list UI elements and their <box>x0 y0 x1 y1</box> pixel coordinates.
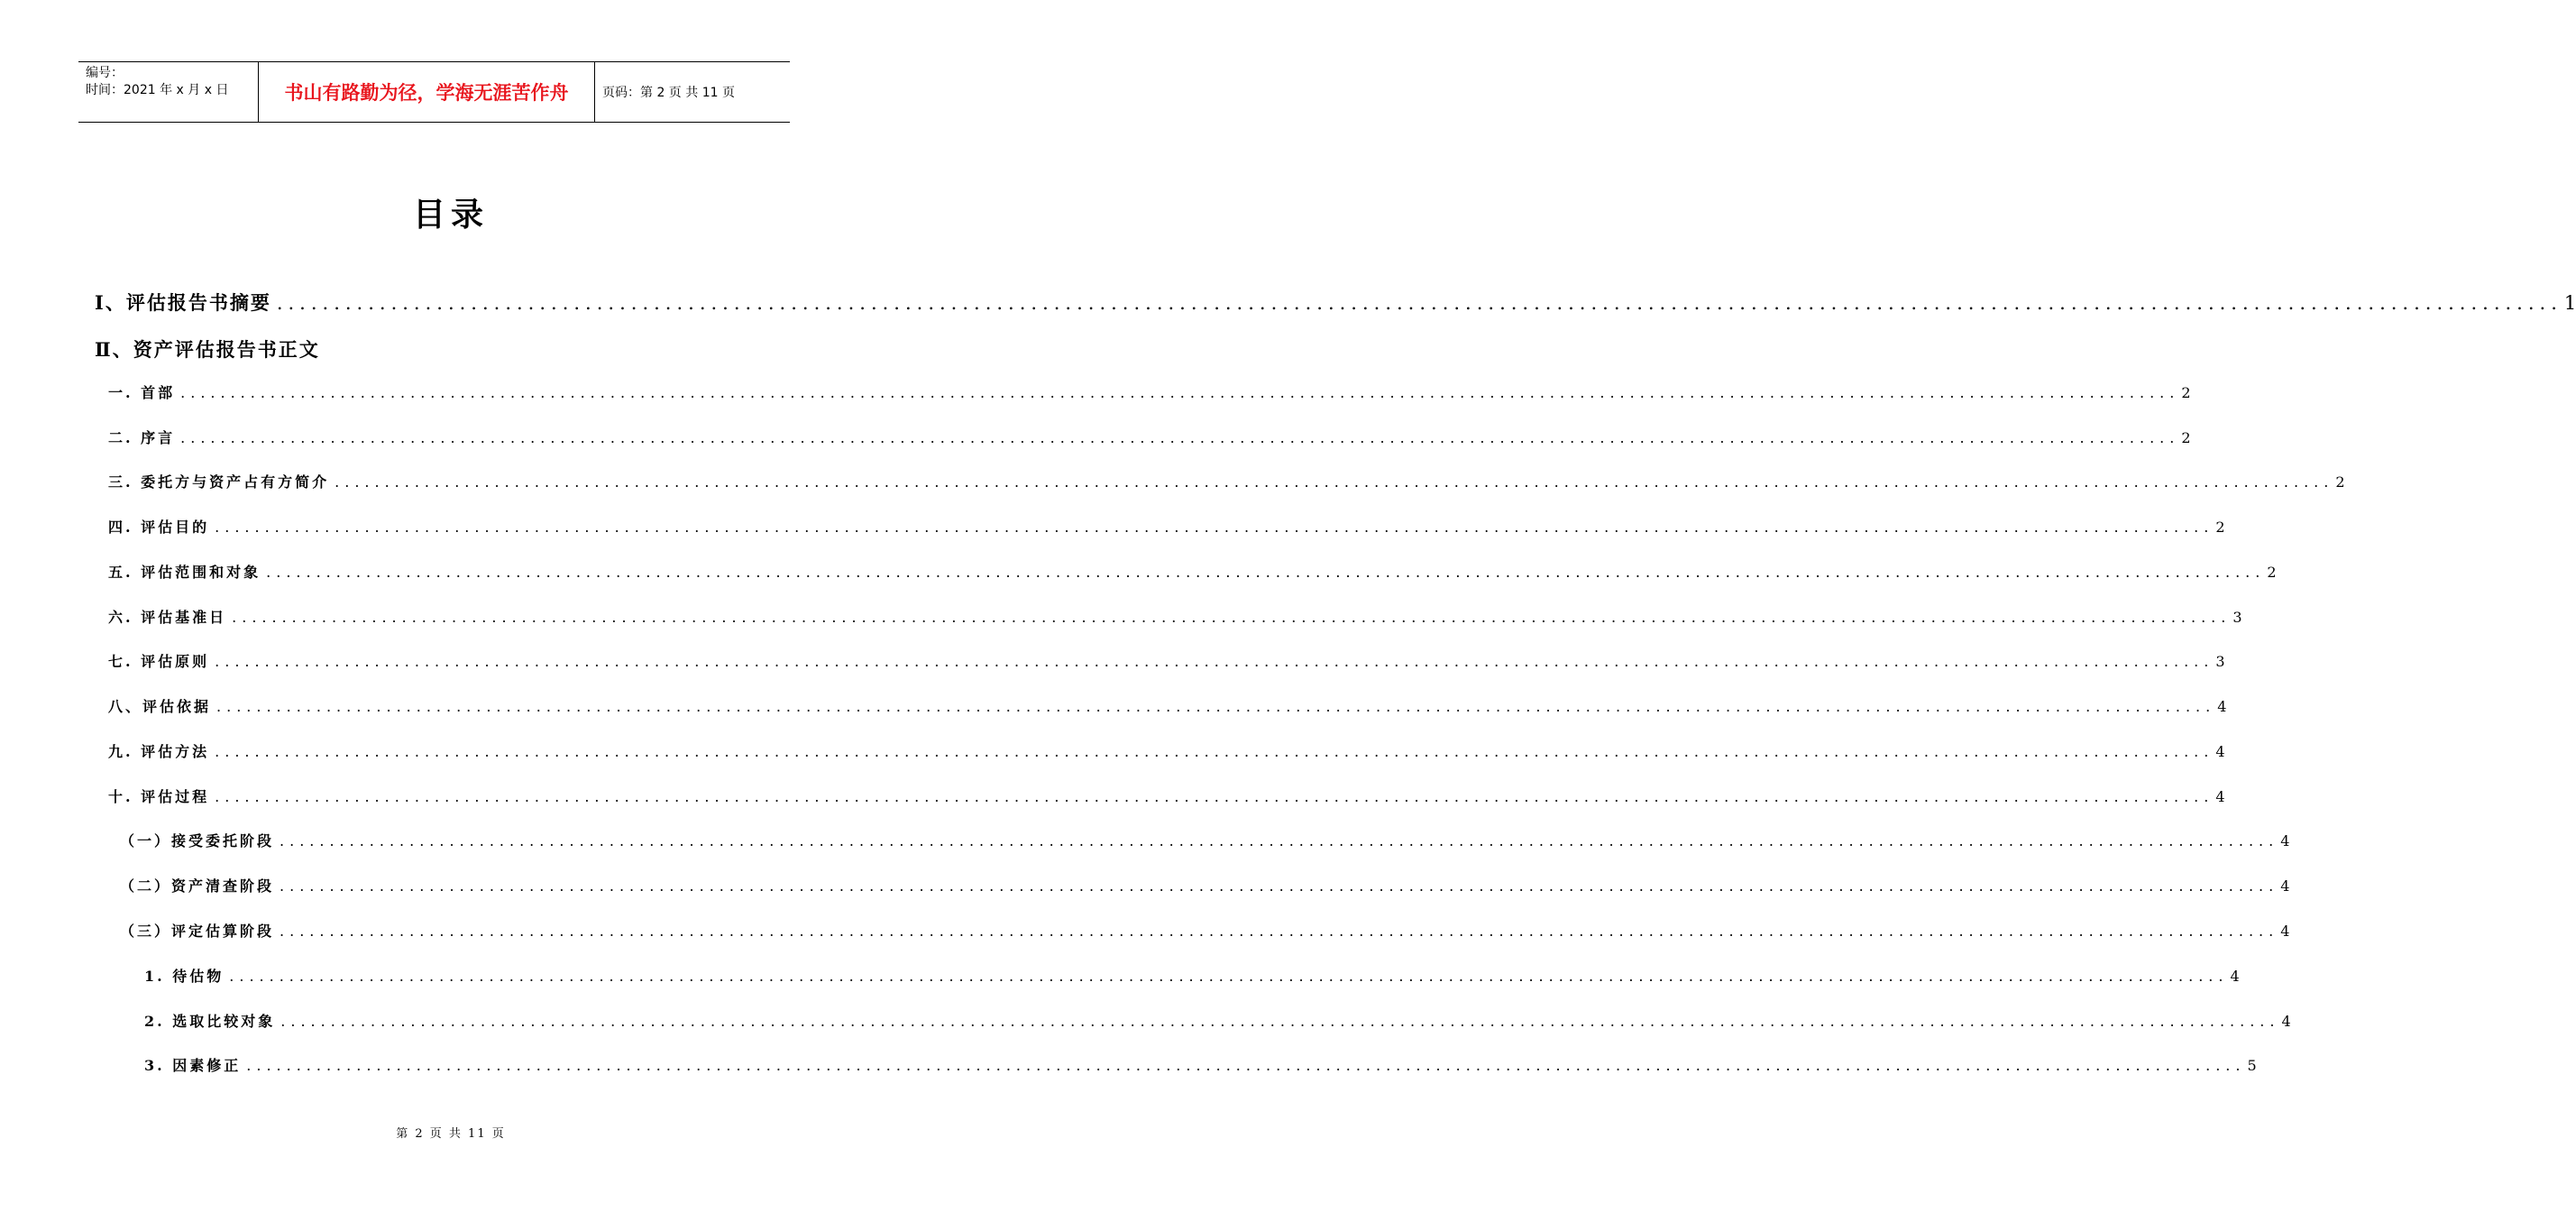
toc-entry-label: （二）资产清查阶段 <box>120 877 275 895</box>
toc-entry-page: 4 <box>2280 923 2290 940</box>
toc-entry-page: 2 <box>2181 384 2191 401</box>
toc-entry-page: 3 <box>2232 609 2242 626</box>
toc-entry-label: 十. 评估过程 <box>108 788 210 805</box>
toc-leader-dots: ........................................................................................................................................................................................................ <box>246 1057 2246 1074</box>
toc-entry[interactable]: Ⅱ、资产评估报告书正文 <box>95 338 320 361</box>
page-footer: 第 2 页 共 11 页 <box>396 1127 506 1141</box>
toc-entry[interactable] <box>144 1010 2291 1031</box>
toc-leader-dots: ........................................................................................................................................................................................................ <box>216 698 2216 715</box>
toc-entry-label: 七. 评估原则 <box>108 653 210 670</box>
toc-leader-dots: ........................................................................................................................................................................................................ <box>266 564 2266 581</box>
toc-entry-label: 1. 待估物 <box>144 968 225 985</box>
toc-entry[interactable] <box>108 650 2225 671</box>
header-meta <box>78 62 259 122</box>
toc-entry[interactable] <box>144 965 2240 986</box>
toc-entry-page: 2 <box>2181 429 2191 446</box>
toc-entry[interactable] <box>108 561 2277 582</box>
document-date: 时间：2021 年 x 月 x 日 <box>86 83 229 97</box>
toc-entry-page: 4 <box>2215 743 2225 760</box>
toc-leader-dots: ........................................................................................................................................................................................................ <box>335 473 2334 491</box>
toc-entry-label: 二. 序言 <box>108 429 176 446</box>
toc-entry-label: （三）评定估算阶段 <box>120 923 275 940</box>
toc-leader-dots: ........................................................................................................................................................................................................ <box>280 1013 2280 1030</box>
toc-entry[interactable] <box>108 381 2191 402</box>
toc-leader-dots: ........................................................................................................................................................................................................ <box>215 788 2214 805</box>
toc-entry-label: （一）接受委托阶段 <box>120 832 275 849</box>
toc-entry-page: 5 <box>2247 1057 2257 1074</box>
toc-entry-label: 3. 因素修正 <box>144 1057 242 1074</box>
document-number: 编号： <box>86 66 124 80</box>
toc-entry[interactable] <box>108 785 2225 806</box>
toc-leader-dots: ........................................................................................................................................................................................................ <box>229 968 2229 985</box>
toc-entry[interactable] <box>108 427 2191 447</box>
toc-entry-page: 2 <box>2335 473 2345 491</box>
toc-entry[interactable] <box>108 606 2242 627</box>
toc-leader-dots: ........................................................................................................................................................................................................ <box>276 292 2562 314</box>
toc-entry[interactable] <box>144 1054 2257 1075</box>
toc-entry-page: 2 <box>2267 564 2277 581</box>
toc-entry[interactable] <box>108 516 2225 537</box>
toc-leader-dots: ........................................................................................................................................................................................................ <box>180 384 2180 401</box>
header-page-info: 页码：第 2 页 共 11 页 <box>602 86 735 100</box>
toc-entry-label: 五. 评估范围和对象 <box>108 564 261 581</box>
toc-entry-label: Ⅰ、评估报告书摘要 <box>95 291 271 314</box>
toc-leader-dots: ........................................................................................................................................................................................................ <box>280 923 2279 940</box>
toc-entry-label: 六. 评估基准日 <box>108 609 227 626</box>
toc-entry[interactable] <box>120 875 2290 895</box>
toc-entry-page: 2 <box>2215 519 2225 536</box>
toc-entry-page: 4 <box>2217 698 2227 715</box>
toc-entry-page: 4 <box>2230 968 2240 985</box>
toc-entry-page: 4 <box>2280 877 2290 895</box>
toc-leader-dots: ........................................................................................................................................................................................................ <box>215 519 2214 536</box>
page-header <box>78 61 790 123</box>
toc-leader-dots: ........................................................................................................................................................................................................ <box>180 429 2180 446</box>
toc-leader-dots: ........................................................................................................................................................................................................ <box>215 653 2214 670</box>
toc-leader-dots: ........................................................................................................................................................................................................ <box>280 832 2279 849</box>
toc-entry-label: 一. 首部 <box>108 384 176 401</box>
toc-entry[interactable] <box>120 920 2290 941</box>
toc-entry[interactable] <box>95 289 2576 316</box>
toc-entry[interactable] <box>108 695 2227 716</box>
toc-entry[interactable] <box>108 740 2225 761</box>
header-motto: 书山有路勤为径，学海无涯苦作舟 <box>259 62 595 122</box>
toc-entry-page: 4 <box>2280 832 2290 849</box>
toc-entry-label: 2. 选取比较对象 <box>144 1013 276 1030</box>
toc-entry-page: 1 <box>2563 292 2576 314</box>
toc-entry-label: 四. 评估目的 <box>108 519 210 536</box>
toc-leader-dots: ........................................................................................................................................................................................................ <box>280 877 2279 895</box>
toc-entry-page: 4 <box>2281 1013 2291 1030</box>
toc-entry[interactable] <box>108 471 2345 491</box>
toc-entry-label: 八、评估依据 <box>108 698 212 715</box>
page-title: 目录 <box>412 197 489 234</box>
toc-entry-label: 三. 委托方与资产占有方简介 <box>108 473 330 491</box>
toc-entry-page: 3 <box>2215 653 2225 670</box>
toc-entry[interactable] <box>120 830 2290 850</box>
toc-entry-page: 4 <box>2215 788 2225 805</box>
toc-entry-label: 九. 评估方法 <box>108 743 210 760</box>
toc-leader-dots: ........................................................................................................................................................................................................ <box>232 609 2232 626</box>
toc-leader-dots: ........................................................................................................................................................................................................ <box>215 743 2214 760</box>
